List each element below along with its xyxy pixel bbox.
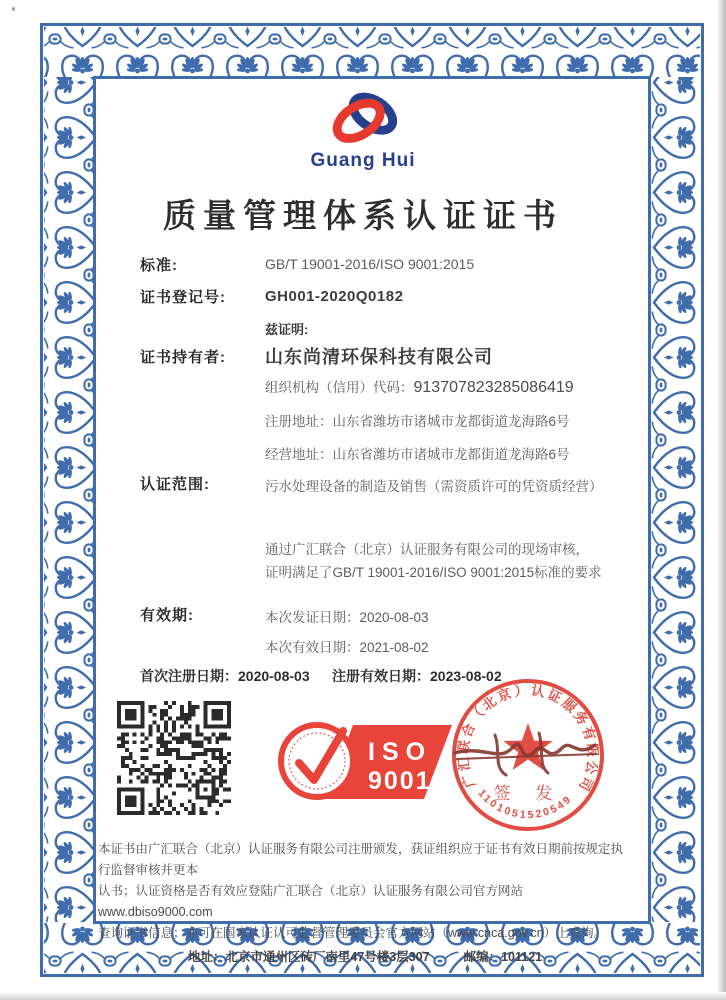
footer-notes [98, 839, 632, 968]
org-code-row [265, 376, 574, 397]
footer-line2: 认书；认证资格是否有效应登陆广汇联合（北京）认证服务有限公司官方网站www.dbiso9000.com [98, 884, 524, 919]
badge-9001-text: 9001 [368, 767, 432, 795]
stamp-serial: 1101051520549 [475, 787, 576, 822]
issuer-address: 地址：北京市通州区砖厂南里47号楼3层307 [187, 950, 430, 964]
footer-line1: 本证书由广汇联合（北京）认证服务有限公司注册颁发，获证组织应于证书有效日期前按规定执行监督审核并更本 [98, 842, 624, 877]
standard-label: 标准: [140, 257, 178, 274]
valid-until-date: 本次有效日期：2021-08-02 [265, 640, 429, 655]
business-address: 经营地址：山东省潍坊市诸城市龙都街道龙海路6号 [265, 447, 570, 462]
scan-edge-bottom [0, 992, 726, 1000]
certificate-title: 质量管理体系认证证书 [163, 197, 563, 234]
brand-name: Guang Hui [310, 150, 416, 171]
org-code-value: 913707823285086419 [413, 379, 574, 396]
footer-address-row [98, 947, 632, 968]
standard-value: GB/T 19001-2016/ISO 9001:2015 [265, 256, 475, 272]
qr-code [117, 701, 231, 815]
registered-address: 注册地址：山东省潍坊市诸城市龙都街道龙海路6号 [265, 414, 570, 429]
holder-value: 山东尚清环保科技有限公司 [265, 347, 493, 367]
stamp-ring-text: 广汇联合（北京）认证服务有限公司 [455, 682, 601, 796]
registration-valid-date: 注册有效日期：2023-08-02 [332, 668, 502, 684]
registration-number-label: 证书登记号: [140, 289, 226, 306]
audit-statement-line2: 证明满足了GB/T 19001-2016/ISO 9001:2015标准的要求 [265, 565, 602, 580]
certify-intro: 兹证明: [265, 322, 309, 337]
stamp-star-icon [503, 723, 552, 770]
org-code-label: 组织机构（信用）代码： [265, 380, 414, 395]
stamp-issue-text: 签 发 [493, 784, 563, 803]
issue-date: 本次发证日期：2020-08-03 [265, 610, 429, 625]
brand-logo-icon [318, 88, 410, 150]
scan-speck [12, 7, 15, 11]
scan-edge-right [717, 0, 726, 1000]
holder-label: 证书持有者: [140, 349, 226, 366]
first-registration-date: 首次注册日期：2020-08-03 [140, 668, 310, 684]
badge-iso-text: ISO [368, 738, 433, 766]
audit-statement-line1: 通过广汇联合（北京）认证服务有限公司的现场审核， [265, 542, 589, 557]
validity-label: 有效期: [140, 607, 194, 624]
footer-line3: 查询证书信息；亦可在国家认证认可监督管理委员会官方网站（www.cnca.gov.cn）上查询。 [98, 926, 607, 940]
registration-number-value: GH001-2020Q0182 [265, 288, 404, 305]
issuer-postcode: 邮编：101121 [463, 950, 543, 964]
iso-9001-badge [265, 714, 455, 809]
scope-value: 污水处理设备的制造及销售（需资质许可的凭资质经营） [265, 479, 603, 494]
scope-label: 认证范围: [140, 476, 210, 493]
certification-stamp [443, 673, 613, 843]
